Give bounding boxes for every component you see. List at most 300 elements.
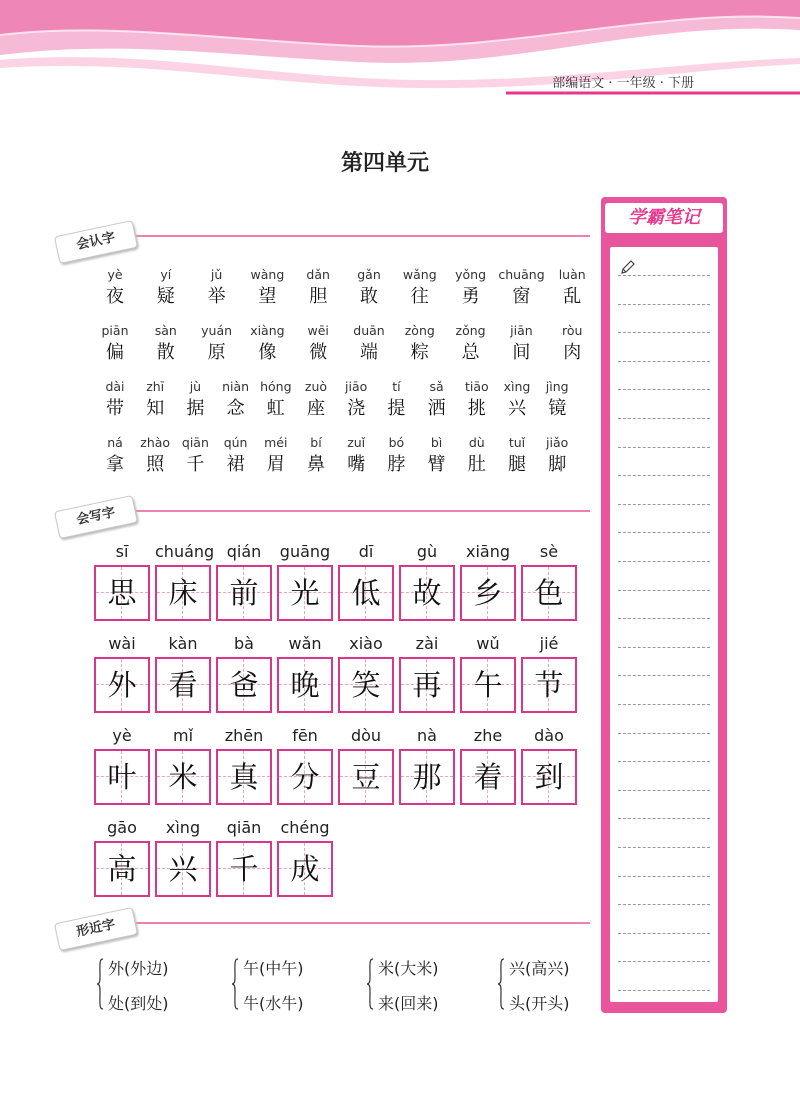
pinyin: fēn [292, 726, 318, 745]
write-char [94, 725, 150, 805]
tianzige-box [155, 749, 211, 805]
brace-icon [366, 958, 374, 1010]
recognize-char [194, 322, 240, 368]
hanzi: 外 [107, 668, 137, 702]
hanzi: 像 [258, 342, 277, 363]
write-char [94, 541, 150, 621]
recognize-char [213, 378, 259, 424]
hanzi: 肚 [467, 454, 486, 475]
hanzi: 分 [290, 760, 320, 794]
similar-word-bottom: 头(开头) [509, 994, 570, 1013]
tianzige-box [338, 565, 394, 621]
recognize-char [346, 322, 392, 368]
hanzi: 真 [229, 760, 259, 794]
pinyin: gù [416, 542, 438, 561]
notes-panel [601, 197, 727, 1013]
recognize-char [92, 322, 138, 368]
write-char [521, 725, 577, 805]
hanzi: 节 [534, 668, 564, 702]
hanzi: 虹 [266, 398, 285, 419]
hanzi: 带 [106, 398, 124, 419]
pinyin: dòu [350, 726, 382, 745]
tianzige-box [399, 657, 455, 713]
notes-ruled-line [618, 818, 710, 819]
recognize-char [172, 378, 218, 424]
hanzi: 笑 [351, 668, 381, 702]
tianzige-box [277, 565, 333, 621]
tianzige-box [155, 565, 211, 621]
pinyin: qún [223, 435, 248, 450]
hanzi: 原 [207, 342, 226, 363]
recognize-char [498, 322, 544, 368]
notes-ruled-line [618, 675, 710, 676]
write-char [216, 817, 272, 897]
pinyin: xiào [349, 634, 383, 653]
hanzi: 提 [387, 398, 406, 419]
pinyin: dào [534, 726, 564, 745]
write-char [338, 633, 394, 713]
write-char [155, 633, 211, 713]
write-char [216, 541, 272, 621]
tianzige-box [277, 749, 333, 805]
hanzi: 臂 [427, 454, 446, 475]
write-char [155, 817, 211, 897]
write-char [216, 633, 272, 713]
recognize-char [454, 378, 500, 424]
hanzi: 光 [290, 576, 320, 610]
similar-word-top: 外(外边) [108, 959, 169, 978]
pinyin: yuán [201, 323, 233, 338]
recognize-char [92, 266, 138, 312]
write-char [399, 725, 455, 805]
write-char [338, 725, 394, 805]
pinyin: gāo [107, 818, 137, 837]
hanzi: 乡 [473, 576, 503, 610]
hanzi: 豆 [351, 760, 381, 794]
hanzi: 爸 [229, 668, 259, 702]
hanzi: 窗 [512, 286, 531, 307]
recognize-char [494, 378, 540, 424]
hanzi: 间 [512, 342, 531, 363]
pinyin: xiāng [465, 542, 510, 561]
recognize-char [92, 434, 138, 480]
tianzige-box [155, 657, 211, 713]
hanzi: 鼻 [307, 454, 325, 475]
hanzi: 脖 [387, 454, 406, 475]
hanzi: 乱 [563, 286, 582, 307]
notes-ruled-line [618, 876, 710, 877]
notes-writing-area[interactable] [610, 247, 718, 1002]
notes-ruled-line [618, 504, 710, 505]
tianzige-box [521, 565, 577, 621]
hanzi: 勇 [461, 286, 480, 307]
hanzi: 洒 [427, 398, 446, 419]
write-char [399, 633, 455, 713]
recognize-row [102, 434, 582, 484]
pinyin: tí [392, 379, 401, 394]
recognize-char [373, 434, 419, 480]
write-char [338, 541, 394, 621]
write-char [277, 817, 333, 897]
recognize-char [92, 378, 138, 424]
hanzi: 粽 [410, 342, 429, 363]
hanzi: 浇 [347, 398, 366, 419]
pinyin: yǒng [455, 267, 487, 282]
recognize-char [143, 322, 189, 368]
tianzige-box [94, 565, 150, 621]
similar-word-bottom: 来(回来) [378, 994, 439, 1013]
tianzige-box [216, 749, 272, 805]
notes-ruled-line [618, 561, 710, 562]
tianzige-box [460, 749, 516, 805]
recognize-char [333, 434, 379, 480]
tianzige-box [521, 657, 577, 713]
tianzige-box [521, 749, 577, 805]
recognize-char [549, 322, 595, 368]
pinyin: bà [234, 634, 254, 653]
recognize-char [293, 378, 339, 424]
pinyin: niàn [222, 379, 250, 394]
recognize-char [448, 266, 494, 312]
write-char [94, 633, 150, 713]
pinyin: guāng [279, 542, 331, 561]
notes-ruled-line [618, 532, 710, 533]
recognize-char [454, 434, 500, 480]
hanzi: 成 [290, 852, 320, 886]
hanzi: 拿 [106, 454, 124, 475]
recognize-char [295, 266, 341, 312]
notes-ruled-line [618, 933, 710, 934]
tianzige-box [338, 657, 394, 713]
hanzi: 叶 [107, 760, 137, 794]
pinyin: gǎn [357, 267, 381, 282]
pinyin: sàn [154, 323, 177, 338]
pinyin: bì [430, 435, 443, 450]
recognize-char [244, 266, 290, 312]
notes-ruled-line [618, 475, 710, 476]
write-char [155, 725, 211, 805]
write-char [460, 633, 516, 713]
notes-ruled-line [618, 361, 710, 362]
recognize-char [132, 434, 178, 480]
tianzige-box [277, 841, 333, 897]
hanzi: 米 [168, 760, 198, 794]
pinyin: wǔ [476, 634, 500, 653]
recognize-char [213, 434, 259, 480]
notes-ruled-line [618, 332, 710, 333]
tianzige-box [94, 841, 150, 897]
pinyin: wēi [307, 323, 329, 338]
recognize-char [494, 434, 540, 480]
pinyin: tiāo [464, 379, 489, 394]
pinyin: zhēn [224, 726, 264, 745]
recognize-char [549, 266, 595, 312]
recognize-char [534, 434, 580, 480]
notes-ruled-line [618, 304, 710, 305]
pinyin: jìng [545, 379, 569, 394]
recognize-char [333, 378, 379, 424]
pinyin: jù [189, 379, 202, 394]
hanzi: 偏 [106, 342, 124, 363]
hanzi: 往 [410, 286, 429, 307]
tianzige-box [399, 565, 455, 621]
recognize-row [102, 378, 582, 428]
pinyin: qiān [181, 435, 209, 450]
notes-ruled-line [618, 647, 710, 648]
write-char [460, 725, 516, 805]
recognize-char [373, 378, 419, 424]
hanzi: 腿 [508, 454, 526, 475]
notes-ruled-line [618, 990, 710, 991]
tianzige-box [399, 749, 455, 805]
recognize-char [253, 434, 299, 480]
hanzi: 床 [168, 576, 198, 610]
pinyin: xiàng [250, 323, 285, 338]
pinyin: sī [115, 542, 129, 561]
hanzi: 座 [307, 398, 325, 419]
hanzi: 高 [107, 852, 137, 886]
pinyin: wǎng [402, 267, 437, 282]
similar-word-bottom: 牛(水牛) [243, 994, 304, 1013]
pinyin: zhào [140, 435, 171, 450]
pinyin: dǎn [306, 267, 330, 282]
hanzi: 镜 [548, 398, 567, 419]
recognize-char [194, 266, 240, 312]
pinyin: zhe [473, 726, 503, 745]
pinyin: jǔ [210, 267, 223, 282]
pinyin: luàn [558, 267, 586, 282]
write-char [277, 725, 333, 805]
pinyin: dī [358, 542, 374, 561]
hanzi: 肉 [563, 342, 582, 363]
pinyin: zòng [404, 323, 435, 338]
hanzi: 照 [146, 454, 165, 475]
hanzi: 散 [156, 342, 175, 363]
hanzi: 着 [473, 760, 503, 794]
notes-ruled-line [618, 790, 710, 791]
recognize-char [244, 322, 290, 368]
notes-ruled-line [618, 418, 710, 419]
notes-ruled-line [618, 275, 710, 276]
notes-ruled-line [618, 389, 710, 390]
hanzi: 晚 [290, 668, 320, 702]
recognize-char [498, 266, 544, 312]
section-divider [120, 235, 590, 237]
brace-icon [231, 958, 239, 1010]
hanzi: 总 [461, 342, 480, 363]
pinyin: dù [468, 435, 485, 450]
hanzi: 看 [168, 668, 198, 702]
write-char [460, 541, 516, 621]
tianzige-box [277, 657, 333, 713]
top-banner [0, 0, 800, 110]
recognize-char [534, 378, 580, 424]
notes-ruled-line [618, 961, 710, 962]
hanzi: 兴 [168, 852, 198, 886]
recognize-char [253, 378, 299, 424]
hanzi: 低 [351, 576, 381, 610]
pinyin: zuǐ [347, 435, 366, 450]
notes-ruled-line [618, 618, 710, 619]
recognize-char [397, 322, 443, 368]
pinyin: chéng [280, 818, 330, 837]
hanzi: 挑 [467, 398, 486, 419]
recognize-char [397, 266, 443, 312]
notes-ruled-line [618, 847, 710, 848]
pinyin: dài [105, 379, 125, 394]
pinyin: kàn [168, 634, 198, 653]
pinyin: bí [310, 435, 322, 450]
hanzi: 故 [412, 576, 442, 610]
pinyin: wǎn [288, 634, 322, 653]
hanzi: 疑 [156, 286, 175, 307]
section-tag-recognize: 会认字 [54, 220, 138, 264]
hanzi: 色 [534, 576, 564, 610]
pinyin: yí [160, 267, 172, 282]
hanzi: 到 [534, 760, 564, 794]
pinyin: zài [415, 634, 439, 653]
write-char [216, 725, 272, 805]
recognize-char [295, 322, 341, 368]
similar-word-top: 兴(高兴) [509, 959, 570, 978]
unit-title: 第四单元 [340, 151, 429, 176]
hanzi: 夜 [106, 286, 124, 307]
similar-word-bottom: 处(到处) [108, 994, 169, 1013]
hanzi: 兴 [508, 398, 526, 419]
hanzi: 举 [207, 286, 226, 307]
section-tag-write: 会写字 [54, 495, 138, 539]
pinyin: wàng [250, 267, 285, 282]
recognize-char [172, 434, 218, 480]
pinyin: zǒng [455, 323, 486, 338]
pinyin: nà [417, 726, 437, 745]
recognize-char [132, 378, 178, 424]
hanzi: 千 [229, 852, 259, 886]
pinyin: sè [539, 542, 559, 561]
pinyin: zhī [146, 379, 165, 394]
notes-ruled-line [618, 447, 710, 448]
pinyin: ná [107, 435, 123, 450]
pencil-icon [620, 259, 636, 275]
write-char [521, 541, 577, 621]
recognize-row [102, 322, 582, 372]
pinyin: zuò [304, 379, 328, 394]
tianzige-box [460, 657, 516, 713]
recognize-char [414, 378, 460, 424]
pinyin: xìng [503, 379, 531, 394]
hanzi: 据 [186, 398, 205, 419]
pinyin: chuáng [155, 542, 215, 561]
pinyin: hóng [260, 379, 292, 394]
tianzige-box [94, 749, 150, 805]
pinyin: jiǎo [546, 435, 569, 450]
tianzige-box [216, 565, 272, 621]
book-header: 部编语文 · 一年级 · 下册 [552, 76, 694, 91]
write-char [277, 541, 333, 621]
pinyin: wài [108, 634, 136, 653]
pinyin: jiāo [345, 379, 368, 394]
hanzi: 胆 [309, 286, 328, 307]
section-tag-similar: 形近字 [54, 907, 138, 951]
hanzi: 思 [107, 576, 137, 610]
recognize-char [414, 434, 460, 480]
tianzige-box [216, 657, 272, 713]
recognize-char [448, 322, 494, 368]
pinyin: qián [226, 542, 262, 561]
hanzi: 微 [309, 342, 328, 363]
pinyin: ròu [561, 323, 583, 338]
hanzi: 那 [412, 760, 442, 794]
pinyin: sǎ [429, 379, 444, 394]
hanzi: 裙 [226, 454, 245, 475]
hanzi: 知 [146, 398, 165, 419]
hanzi: 敢 [360, 286, 378, 307]
pinyin: xìng [165, 818, 201, 837]
hanzi: 念 [226, 398, 245, 419]
similar-word-top: 米(大米) [378, 959, 439, 978]
write-char [399, 541, 455, 621]
tianzige-box [94, 657, 150, 713]
hanzi: 再 [412, 668, 442, 702]
hanzi: 端 [360, 342, 378, 363]
notes-title: 学霸笔记 [628, 207, 700, 228]
pinyin: yè [112, 726, 132, 745]
write-char [94, 817, 150, 897]
tianzige-box [338, 749, 394, 805]
notes-ruled-line [618, 761, 710, 762]
recognize-char [293, 434, 339, 480]
brace-icon [497, 958, 505, 1010]
pinyin: jié [539, 634, 559, 653]
hanzi: 前 [229, 576, 259, 610]
section-divider [120, 922, 590, 924]
section-divider [120, 510, 590, 512]
write-char [155, 541, 215, 621]
recognize-char [346, 266, 392, 312]
tianzige-box [155, 841, 211, 897]
pinyin: jiān [510, 323, 533, 338]
hanzi: 千 [186, 454, 205, 475]
tianzige-box [216, 841, 272, 897]
pinyin: bó [388, 435, 405, 450]
write-char [277, 633, 333, 713]
notes-ruled-line [618, 704, 710, 705]
similar-word-top: 午(中午) [243, 959, 304, 978]
pinyin: duān [353, 323, 385, 338]
notes-ruled-line [618, 590, 710, 591]
hanzi: 脚 [548, 454, 567, 475]
pinyin: piān [101, 323, 129, 338]
hanzi: 眉 [266, 454, 285, 475]
write-char [521, 633, 577, 713]
hanzi: 嘴 [347, 454, 366, 475]
pinyin: mǐ [172, 726, 194, 745]
notes-ruled-line [618, 733, 710, 734]
recognize-row [102, 266, 586, 316]
brace-icon [96, 958, 104, 1010]
pinyin: chuāng [498, 267, 545, 282]
pinyin: yè [107, 267, 123, 282]
notes-title-box [605, 203, 723, 233]
pinyin: tuǐ [508, 435, 526, 450]
tianzige-box [460, 565, 516, 621]
recognize-char [143, 266, 189, 312]
notes-ruled-line [618, 904, 710, 905]
pinyin: qiān [226, 818, 262, 837]
hanzi: 望 [258, 286, 277, 307]
hanzi: 午 [473, 668, 503, 702]
pinyin: méi [264, 435, 288, 450]
